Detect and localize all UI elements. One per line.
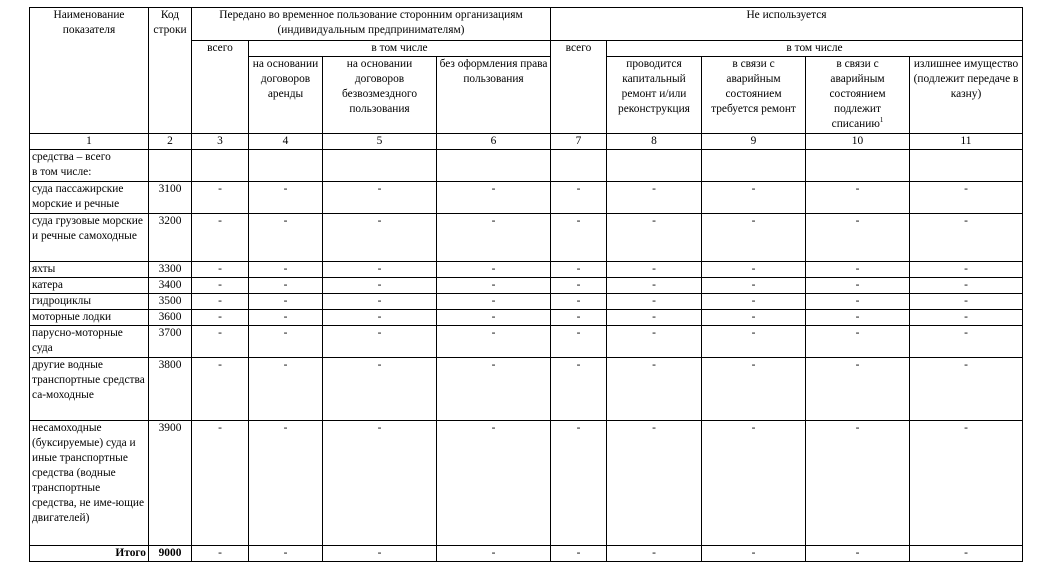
value-cell: - [607, 182, 702, 214]
column-number: 4 [249, 134, 323, 150]
value-cell: - [437, 214, 551, 262]
section-cell [551, 150, 607, 182]
total-value-cell: - [806, 546, 910, 562]
row-name: суда пассажирские морские и речные [30, 182, 149, 214]
value-cell: - [192, 182, 249, 214]
row-code: 3500 [149, 294, 192, 310]
transferred-including-header: в том числе [249, 41, 551, 57]
row-name: катера [30, 278, 149, 294]
value-cell: - [437, 421, 551, 546]
total-value-cell: - [551, 546, 607, 562]
value-cell: - [551, 278, 607, 294]
section-cell [702, 150, 806, 182]
lease-header: на основании договоров аренды [249, 57, 323, 134]
value-cell: - [437, 310, 551, 326]
column-number: 10 [806, 134, 910, 150]
data-rows [30, 182, 1023, 546]
value-cell: - [437, 182, 551, 214]
value-cell: - [437, 294, 551, 310]
value-cell: - [607, 294, 702, 310]
value-cell: - [910, 278, 1023, 294]
total-label: Итого [30, 546, 149, 562]
row-name: моторные лодки [30, 310, 149, 326]
section-cell [607, 150, 702, 182]
column-number: 9 [702, 134, 806, 150]
value-cell: - [192, 326, 249, 358]
unused-total-header: всего [551, 41, 607, 134]
unused-including-header: в том числе [607, 41, 1023, 57]
value-cell: - [437, 278, 551, 294]
row-name: гидроциклы [30, 294, 149, 310]
name-column-header: Наименование показателя [30, 8, 149, 134]
row-code: 3300 [149, 262, 192, 278]
row-code: 3400 [149, 278, 192, 294]
value-cell: - [323, 262, 437, 278]
row-code: 3900 [149, 421, 192, 546]
value-cell: - [551, 310, 607, 326]
table-row [30, 214, 1023, 262]
total-value-cell: - [437, 546, 551, 562]
row-name: несамоходные (буксируемые) суда и иные транспортные средства (водные транспортные средства, не име-ющие двигателей) [30, 421, 149, 546]
value-cell: - [607, 310, 702, 326]
column-number: 2 [149, 134, 192, 150]
write-off-header-text: в связи с аварийным состоянием подлежит списанию [829, 58, 886, 130]
value-cell: - [910, 182, 1023, 214]
value-cell: - [323, 214, 437, 262]
row-code: 3100 [149, 182, 192, 214]
value-cell: - [702, 358, 806, 421]
column-number: 5 [323, 134, 437, 150]
section-cell [149, 150, 192, 182]
value-cell: - [551, 214, 607, 262]
value-cell: - [249, 358, 323, 421]
column-number: 7 [551, 134, 607, 150]
row-code: 3700 [149, 326, 192, 358]
value-cell: - [806, 182, 910, 214]
table-row [30, 421, 1023, 546]
value-cell: - [249, 182, 323, 214]
value-cell: - [249, 326, 323, 358]
value-cell: - [702, 326, 806, 358]
value-cell: - [607, 358, 702, 421]
value-cell: - [806, 278, 910, 294]
value-cell: - [806, 310, 910, 326]
value-cell: - [437, 326, 551, 358]
total-code: 9000 [149, 546, 192, 562]
code-column-header: Код строки [149, 8, 192, 134]
value-cell: - [806, 214, 910, 262]
row-name: парусно-моторные суда [30, 326, 149, 358]
report-table [29, 7, 1023, 562]
total-value-cell: - [910, 546, 1023, 562]
value-cell: - [702, 294, 806, 310]
column-number-row [30, 134, 1023, 150]
section-cell [249, 150, 323, 182]
value-cell: - [910, 421, 1023, 546]
repair-header: проводится капитальный ремонт и/или реконструкция [607, 57, 702, 134]
value-cell: - [249, 278, 323, 294]
section-cell [910, 150, 1023, 182]
section-row [30, 150, 1023, 182]
value-cell: - [551, 294, 607, 310]
value-cell: - [192, 310, 249, 326]
value-cell: - [323, 358, 437, 421]
value-cell: - [702, 262, 806, 278]
total-value-cell: - [192, 546, 249, 562]
value-cell: - [323, 310, 437, 326]
column-number: 3 [192, 134, 249, 150]
table-row [30, 326, 1023, 358]
value-cell: - [192, 421, 249, 546]
value-cell: - [806, 294, 910, 310]
no-rights-header: без оформления права пользования [437, 57, 551, 134]
value-cell: - [551, 421, 607, 546]
value-cell: - [249, 421, 323, 546]
value-cell: - [551, 326, 607, 358]
footnote-mark: 1 [879, 116, 884, 125]
value-cell: - [551, 262, 607, 278]
transferred-total-header: всего [192, 41, 249, 134]
value-cell: - [192, 278, 249, 294]
section-cell [437, 150, 551, 182]
table-row [30, 262, 1023, 278]
value-cell: - [702, 182, 806, 214]
row-name: суда грузовые морские и речные самоходные [30, 214, 149, 262]
value-cell: - [249, 262, 323, 278]
value-cell: - [607, 421, 702, 546]
value-cell: - [607, 326, 702, 358]
value-cell: - [323, 294, 437, 310]
value-cell: - [607, 214, 702, 262]
value-cell: - [702, 310, 806, 326]
table-row [30, 358, 1023, 421]
value-cell: - [323, 326, 437, 358]
total-value-cell: - [607, 546, 702, 562]
table-row [30, 278, 1023, 294]
value-cell: - [910, 214, 1023, 262]
value-cell: - [702, 214, 806, 262]
surplus-header: излишнее имущество (подлежит передаче в казну) [910, 57, 1023, 134]
value-cell: - [910, 310, 1023, 326]
value-cell: - [806, 358, 910, 421]
row-code: 3600 [149, 310, 192, 326]
transferred-group-header: Передано во временное пользование сторонним организациям (индивидуальным предпринимателям) [192, 8, 551, 41]
value-cell: - [249, 310, 323, 326]
value-cell: - [551, 182, 607, 214]
value-cell: - [192, 358, 249, 421]
total-value-cell: - [702, 546, 806, 562]
section-cell [806, 150, 910, 182]
section-cell [323, 150, 437, 182]
table-row [30, 310, 1023, 326]
total-value-cell: - [323, 546, 437, 562]
total-value-cell: - [249, 546, 323, 562]
value-cell: - [910, 326, 1023, 358]
row-code: 3800 [149, 358, 192, 421]
free-use-header: на основании договоров безвозмездного пользования [323, 57, 437, 134]
value-cell: - [551, 358, 607, 421]
emergency-repair-header: в связи с аварийным состоянием требуется ремонт [702, 57, 806, 134]
column-number: 11 [910, 134, 1023, 150]
row-code: 3200 [149, 214, 192, 262]
value-cell: - [437, 358, 551, 421]
column-number: 8 [607, 134, 702, 150]
value-cell: - [323, 421, 437, 546]
table-row [30, 182, 1023, 214]
value-cell: - [192, 294, 249, 310]
value-cell: - [910, 358, 1023, 421]
section-cell [192, 150, 249, 182]
value-cell: - [249, 294, 323, 310]
value-cell: - [607, 262, 702, 278]
section-label: средства – всего в том числе: [30, 150, 149, 182]
unused-group-header: Не используется [551, 8, 1023, 41]
value-cell: - [192, 214, 249, 262]
total-row [30, 546, 1023, 562]
value-cell: - [806, 326, 910, 358]
value-cell: - [806, 262, 910, 278]
column-number: 6 [437, 134, 551, 150]
value-cell: - [192, 262, 249, 278]
value-cell: - [910, 262, 1023, 278]
value-cell: - [323, 182, 437, 214]
column-number: 1 [30, 134, 149, 150]
value-cell: - [910, 294, 1023, 310]
row-name: яхты [30, 262, 149, 278]
value-cell: - [323, 278, 437, 294]
table-row [30, 294, 1023, 310]
value-cell: - [806, 421, 910, 546]
value-cell: - [437, 262, 551, 278]
value-cell: - [249, 214, 323, 262]
write-off-header [806, 57, 910, 134]
value-cell: - [702, 278, 806, 294]
row-name: другие водные транспортные средства са-моходные [30, 358, 149, 421]
value-cell: - [607, 278, 702, 294]
value-cell: - [702, 421, 806, 546]
